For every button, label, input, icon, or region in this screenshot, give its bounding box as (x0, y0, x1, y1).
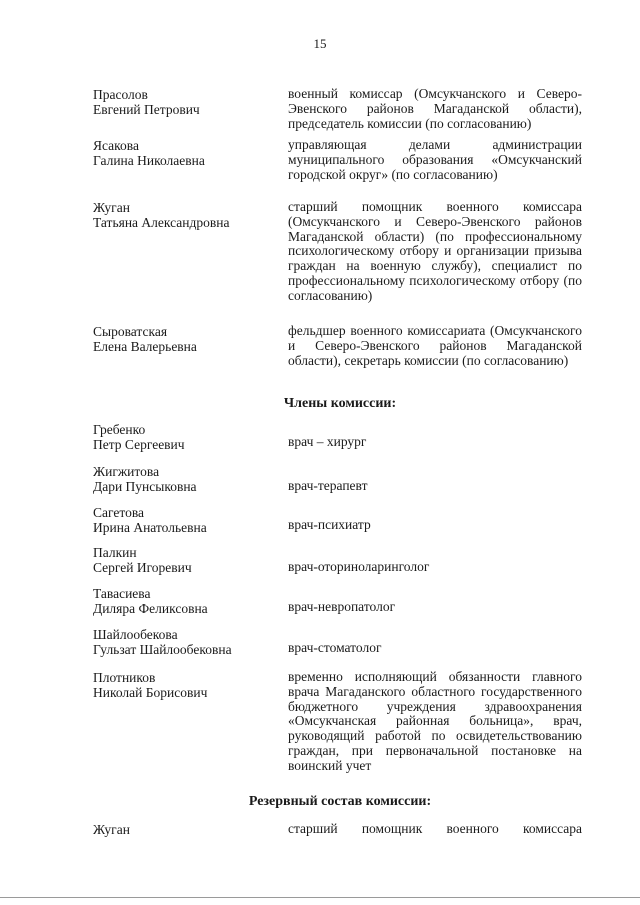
person-name: Жуган (93, 822, 130, 837)
person-role: врач-терапевт (288, 478, 368, 493)
person-role: старший помощник военного комиссара (Омсукчанского и Северо-Эвенского районов Магаданской области) (по профессиональному психологическому отбору и организации призыва граждан на военную службу), специалист по профессиональному психологическому отбору (по согласованию) (288, 199, 582, 303)
person-name: Жигжитова Дари Пунсыковна (93, 464, 197, 494)
person-name: Прасолов Евгений Петрович (93, 87, 200, 117)
person-role: старший помощник военного комиссара (288, 821, 582, 836)
section-heading-reserve: Резервный состав комиссии: (248, 794, 432, 809)
person-name: Гребенко Петр Сергеевич (93, 422, 185, 452)
person-name: Шайлообекова Гульзат Шайлообековна (93, 627, 232, 657)
person-role: фельдшер военного комиссариата (Омсукчанского и Северо-Эвенского районов Магаданской области), секретарь комиссии (по согласованию) (288, 323, 582, 368)
scan-edge-line (0, 897, 640, 898)
person-role: врач-невропатолог (288, 599, 396, 614)
person-name: Жуган Татьяна Александровна (93, 200, 230, 230)
person-name: Палкин Сергей Игоревич (93, 545, 192, 575)
person-role: военный комиссар (Омсукчанского и Северо-Эвенского районов Магаданской области), председатель комиссии (по согласованию) (288, 86, 582, 131)
person-role: врач-оториноларинголог (288, 559, 430, 574)
person-name: Ясакова Галина Николаевна (93, 138, 205, 168)
person-role: врач – хирург (288, 434, 367, 449)
person-role: временно исполняющий обязанности главного врача Магаданского областного государственного бюджетного учреждения здравоохранения «Омсукчанская районная больница», врач, руководящий работой по освидетельствованию граждан, при первоначальной постановке на воинский учет (288, 669, 582, 773)
section-heading-members: Члены комиссии: (283, 396, 397, 411)
page-number: 15 (313, 36, 327, 51)
person-role: управляющая делами администрации муниципального образования «Омсукчанский городской округ» (по согласованию) (288, 137, 582, 182)
person-role: врач-психиатр (288, 517, 371, 532)
person-role: врач-стоматолог (288, 640, 382, 655)
person-name: Сыроватская Елена Валерьевна (93, 324, 197, 354)
person-name: Плотников Николай Борисович (93, 670, 208, 700)
person-name: Тавасиева Диляра Феликсовна (93, 586, 208, 616)
person-name: Сагетова Ирина Анатольевна (93, 505, 207, 535)
